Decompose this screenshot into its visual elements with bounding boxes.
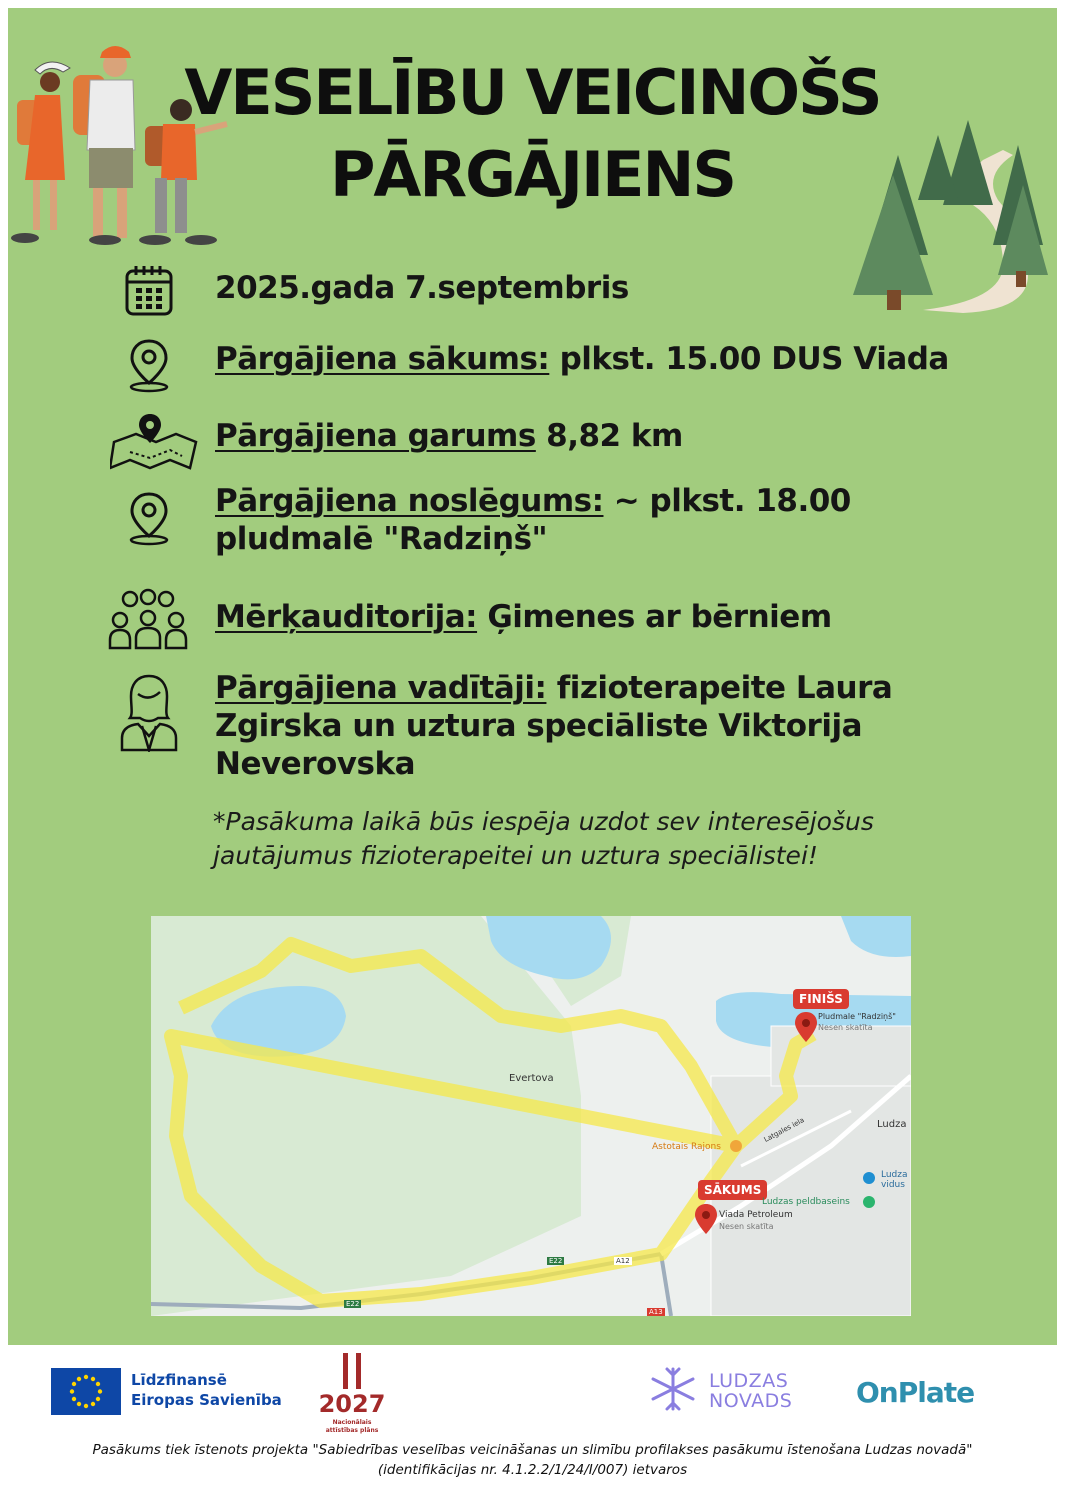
eu-line-1: Līdzfinansē [131,1371,227,1389]
project-line-2: (identifikācijas nr. 4.1.2.2/1/24/I/007) ietvaros [377,1462,688,1478]
poi-peldbaseins: Ludzas peldbaseins [762,1197,850,1207]
end-info [215,482,851,558]
start-place: Viada Petroleum [719,1210,793,1220]
end-value-line-1: ~ plkst. 18.00 [603,483,851,519]
map-canvas [151,916,911,1316]
eu-flag-icon [51,1368,121,1415]
eu-cofinanced-text [131,1370,282,1410]
location-pin-icon [124,490,174,546]
eu-line-2: Eiropas Savienība [131,1391,282,1409]
poi-school: Ludza vidus [881,1170,908,1190]
nap-year: 2027 [318,1390,386,1418]
audience-value: Ģimenes ar bērniem [477,599,832,635]
length-info [215,417,683,455]
road-a13: A13 [649,1308,663,1316]
start-badge: SĀKUMS [698,1180,767,1200]
leaders-value-line-1: fizioterapeite Laura [546,670,893,706]
note-line-1: *Pasākuma laikā būs iespēja uzdot sev interesējošus [213,807,874,836]
note-line-2: jautājumus fizioterapeitei un uztura speciālistei! [213,841,818,870]
length-value: 8,82 km [535,418,683,454]
ludzas-line-1: LUDZAS [709,1370,789,1392]
nap-caption [316,1419,388,1435]
road-e22-b: E22 [346,1300,360,1308]
onplate-logo: OnPlate [856,1376,975,1409]
audience-label: Mērķauditorija: [215,599,478,635]
leaders-value-line-2: Zgirska un uztura speciāliste Viktorija [215,708,862,744]
ludzas-line-2: NOVADS [709,1390,793,1412]
finish-place: Pludmale "Radziņš" [818,1012,896,1021]
location-pin-icon [124,337,174,393]
ludzas-novads-logo [709,1371,792,1411]
poster-title [0,52,1065,216]
road-e22-a: E22 [549,1257,563,1265]
town-label: Ludza [877,1119,907,1130]
poi-astotais: Astotais Rajons [652,1142,721,1152]
project-statement [10,1440,1055,1480]
village-label: Evertova [509,1073,554,1084]
nap-line-1: Nacionālais [332,1419,372,1426]
street-label: Latgales iela [762,1116,806,1144]
start-info [215,340,949,378]
end-label: Pārgājiena noslēgums: [215,483,604,519]
title-line-1: VESELĪBU VEICINOŠS [184,56,881,129]
start-label: Pārgājiena sākums: [215,341,550,377]
nap-line-2: attīstības plāns [325,1427,379,1434]
event-date: 2025.gada 7.septembris [215,270,629,306]
end-value-line-2: pludmalē "Radziņš" [215,521,548,557]
start-value: plkst. 15.00 DUS Viada [549,341,949,377]
leaders-info [215,669,892,783]
title-line-2: PĀRGĀJIENS [329,138,736,211]
finish-sub: Nesen skatīta [818,1023,873,1032]
finish-badge: FINIŠS [793,989,849,1009]
length-label: Pārgājiena garums [215,418,536,454]
leaders-value-line-3: Neverovska [215,746,415,782]
audience-info [215,598,832,636]
leaders-label: Pārgājiena vadītāji: [215,670,547,706]
start-sub: Nesen skatīta [719,1222,774,1231]
person-icon [118,672,180,752]
route-map [151,916,911,1316]
road-a12: A12 [616,1257,630,1265]
project-line-1: Pasākums tiek īstenots projekta "Sabiedrības veselības veicināšanas un slimību profilakses pasākumu īstenošana Ludzas novadā" [92,1442,973,1458]
event-note [213,805,1013,873]
calendar-icon [124,263,174,317]
people-group-icon [108,588,188,652]
ludzas-novads-logo-icon [647,1365,699,1413]
map-icon [110,412,200,472]
